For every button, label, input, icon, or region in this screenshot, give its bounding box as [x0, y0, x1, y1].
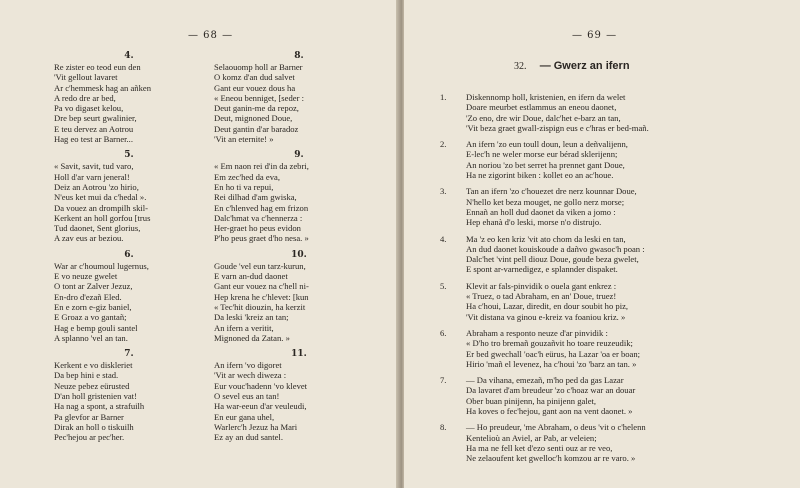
- verse-line: Pa vo digaset kelou,: [54, 103, 124, 114]
- verse-line: Diskennomp holl, kristenien, en ifern da welet: [466, 92, 626, 102]
- verse-line: 'Vit beza graet gwall-zispign eus e c'hras er bed-mañ.: [466, 122, 649, 133]
- stanza: [214, 249, 384, 343]
- verse-line: E spont ar-varnedigez, e splannder dispaket.: [466, 264, 618, 275]
- verse-line: — Ho preudeur, 'me Abraham, o deus 'vit o c'helenn: [466, 422, 646, 433]
- verse-line: Ha koves o fec'hejou, gant aon na vent daonet. »: [466, 406, 633, 417]
- verse-line: Neuze pebez eürusted: [54, 380, 130, 391]
- verse-line: E vo neuze gwelet: [54, 271, 118, 282]
- verse-line: A redo dre ar bed,: [54, 92, 116, 103]
- stanza: [54, 50, 204, 144]
- verse-line: Em zec'hed da eva,: [214, 171, 280, 182]
- verse-line: « Tec'hit diouzin, ha kerzit: [214, 301, 306, 312]
- song-number: 32.: [514, 61, 527, 72]
- verse-line: En e zorn e-giz baniel,: [54, 301, 132, 312]
- verse-number: 8.: [440, 422, 447, 433]
- verse-line: En c'hlenved hag em frizon: [214, 202, 309, 213]
- verse-line: 'Vit ar wech diweza :: [214, 370, 287, 381]
- verse: [440, 186, 790, 227]
- stanza-number: 4.: [124, 51, 134, 61]
- stanza-number: 6.: [124, 249, 134, 260]
- verse-line: Kerkent e vo diskleriet: [54, 360, 133, 371]
- verse-line: Er bed gwechall 'oac'h eürus, ha Lazar 'oa er boan;: [466, 348, 641, 359]
- verse-line: Ha ne zigorint biken : kollet eo an ac'houe.: [466, 170, 614, 181]
- page-number: — 68 —: [188, 30, 234, 41]
- stanza-number: 9.: [294, 150, 304, 161]
- verse-number: 2.: [440, 139, 447, 150]
- verse-line: Ma 'z eo ken kriz 'vit ato chom da leski en tan,: [466, 233, 626, 244]
- verse-line: Hep krena he c'hlevet: [kun: [214, 291, 309, 302]
- stanza: [54, 149, 204, 243]
- verse-number: 1.: [440, 92, 447, 102]
- stanza-number: 7.: [124, 349, 134, 360]
- verse-line: Hag eo test ar Barner...: [54, 134, 133, 145]
- verse-line: D'an holl gristenien vat!: [54, 391, 137, 402]
- verse-line: Hag e bemp gouli santel: [54, 322, 138, 333]
- verse-line: Pec'hejou ar pec'her.: [54, 432, 125, 443]
- verse-line: « Em naon rei d'in da zebri,: [214, 161, 309, 172]
- verse-line: N'eus ket mui da c'hedal ».: [54, 192, 147, 203]
- verse-line: E-lec'h ne weler morse eur bérad sklerijenn;: [466, 149, 618, 160]
- verse: [440, 422, 790, 463]
- verse: [440, 375, 790, 416]
- verse-line: Da leski 'kreiz an tan;: [214, 312, 289, 323]
- verse-line: Selaouomp holl ar Barner: [214, 62, 303, 72]
- verse-line: An ifern a veritit,: [214, 322, 274, 333]
- verse-line: An ifern 'vo digoret: [214, 360, 282, 371]
- verse-line: Deut ganin-me da repoz,: [214, 103, 299, 114]
- verse-list: [440, 92, 790, 470]
- verse-line: P'ho peus graet d'ho nesa. »: [214, 233, 309, 244]
- verse-line: O komz d'an dud salvet: [214, 72, 295, 83]
- verse-line: Ha nag a spont, a strafuilh: [54, 401, 145, 412]
- stanza-number: 8.: [294, 51, 304, 61]
- verse-line: Gant eur vouez na c'hell ni-: [214, 281, 309, 292]
- verse-line: Holl d'ar varn jeneral!: [54, 171, 130, 182]
- verse-line: Da bep hini e stad.: [54, 370, 119, 381]
- verse-line: Dalc'het 'vint pell diouz Doue, goude beza gwelet,: [466, 254, 639, 265]
- verse-line: A zav eus ar beziou.: [54, 233, 124, 244]
- verse-line: En eur gana uhel,: [214, 411, 275, 422]
- verse: [440, 139, 790, 180]
- verse-line: Ar c'hemmesk hag an añken: [54, 82, 151, 93]
- verse-line: Ha c'houi, Lazar, diredit, en dour soubit ho piz,: [466, 301, 629, 312]
- verse-line: Mignoned da Zatan. »: [214, 332, 290, 343]
- song-title-text: — Gwerz an ifern: [539, 60, 630, 72]
- verse-line: O sevel eus an tan!: [214, 391, 280, 402]
- verse-line: Pa glevfor ar Barner: [54, 411, 124, 422]
- verse-number: 6.: [440, 327, 447, 338]
- verse-lines: [466, 422, 790, 463]
- verse-line: 'Vit an eternite! »: [214, 134, 274, 145]
- verse-line: Dalc'hmat va c'hennerza :: [214, 212, 303, 223]
- verse-line: « D'ho tro bremañ gouzañvit ho toare reuzeudik;: [466, 338, 633, 349]
- verse-line: Ha war-eeun d'ar veuleudi,: [214, 401, 307, 412]
- verse-number: 5.: [440, 280, 447, 291]
- verse-line: An dud daonet kouiskoude a dañvo gwasoc'h poan :: [466, 243, 645, 254]
- stanza: [54, 348, 204, 442]
- verse-line: Abraham a responto neuze d'ar pinvidik :: [466, 327, 608, 338]
- verse-line: Doare meurbet estlammus an eneou daonet,: [466, 102, 617, 113]
- verse-lines: [466, 186, 790, 227]
- verse-line: Goude 'vel eun tarz-kurun,: [214, 260, 306, 271]
- verse: [440, 328, 790, 369]
- verse-line: Tan an ifern 'zo c'houezet dre nerz kounnar Doue,: [466, 186, 637, 197]
- verse-line: Rei dilhad d'am gwiska,: [214, 192, 297, 203]
- verse-line: « Eneou benniget, [seder :: [214, 92, 304, 103]
- verse-line: Deut, mignoned Doue,: [214, 113, 293, 124]
- verse-line: Da vouez an drompilh skil-: [54, 202, 149, 213]
- verse-line: Ennañ an holl dud daonet da viken a jomo :: [466, 206, 616, 217]
- song-title: [514, 60, 774, 72]
- verse-line: Ober buan pinijenn, ha pinijenn galet,: [466, 395, 597, 406]
- verse-line: 'Vit distana va ginou e-kreiz va foaniou kriz. »: [466, 311, 626, 322]
- verse-line: An noriou 'zo bet serret ha prennet gant Doue,: [466, 159, 625, 170]
- verse-line: E Groaz a vo gantañ;: [54, 312, 127, 323]
- verse-lines: [466, 234, 790, 275]
- verse-lines: [466, 328, 790, 369]
- verse-line: 'Zo eno, dre wir Doue, dalc'het e-barz an tan,: [466, 112, 621, 123]
- verse-line: Eur vouc'hadenn 'vo klevet: [214, 380, 308, 391]
- verse-line: Dre bep seurt gwalinier,: [54, 113, 137, 124]
- verse-lines: [466, 281, 790, 322]
- verse: [440, 281, 790, 322]
- stanza-number: 11.: [291, 349, 307, 360]
- stanza-number: 5.: [124, 150, 134, 161]
- verse-line: Re zister eo teod eun den: [54, 62, 141, 72]
- verse: [440, 92, 790, 133]
- left-column: [54, 50, 204, 448]
- stanza: [214, 149, 384, 243]
- verse-number: 4.: [440, 233, 447, 244]
- verse-line: Dirak an holl o tiskuilh: [54, 421, 134, 432]
- verse-line: N'hello ket beza mouget, ne gollo nerz morse;: [466, 196, 625, 207]
- verse-line: 'Vit gellout lavaret: [54, 72, 118, 83]
- stanza: [54, 249, 204, 343]
- right-page: [404, 0, 800, 488]
- verse-line: Deut gantin d'ar baradoz: [214, 123, 299, 134]
- verse-line: Ha ma ne fell ket d'ezo senti ouz ar re veo,: [466, 442, 613, 453]
- verse-line: War ar c'houmoul lugernus,: [54, 260, 149, 271]
- verse-line: E teu dervez an Aotrou: [54, 123, 134, 134]
- stanza-number: 10.: [291, 249, 307, 260]
- verse-line: En-dro d'ezañ Eled.: [54, 291, 122, 302]
- verse-line: Warlerc'h Jezuz ha Mari: [214, 421, 298, 432]
- verse-line: « Truez, o tad Abraham, en an' Doue, truez!: [466, 291, 617, 302]
- verse-line: Ez ay an dud santel.: [214, 432, 283, 443]
- verse-line: En ho ti va repui,: [214, 181, 274, 192]
- verse-lines: [466, 375, 790, 416]
- verse-line: Deiz an Aotrou 'zo hirio,: [54, 181, 139, 192]
- verse-line: An ifern 'zo eun toull doun, leun a deñvalijenn,: [466, 139, 628, 150]
- verse-line: Gant eur vouez dous ha: [214, 82, 296, 93]
- verse-line: Hep ehanà d'o leski, morse n'o distrujo.: [466, 217, 602, 228]
- verse: [440, 234, 790, 275]
- verse-lines: [466, 139, 790, 180]
- verse-line: O tont ar Zalver Jezuz,: [54, 281, 133, 292]
- verse-line: Hirio 'mañ el levenez, ha c'houi 'zo 'barz an tan. »: [466, 358, 637, 369]
- stanza: [214, 50, 384, 144]
- right-column: [214, 50, 384, 448]
- verse-line: Klevit ar fals-pinvidik o ouela gant enkrez :: [466, 280, 617, 291]
- stanza: [214, 348, 384, 442]
- verse-line: Tud daonet, Sent glorius,: [54, 223, 141, 234]
- verse-line: « Savit, savit, tud varo,: [54, 161, 134, 172]
- verse-line: E varn an-dud daonet: [214, 271, 288, 282]
- verse-number: 7.: [440, 375, 447, 386]
- verse-line: — Da vihana, emezañ, m'ho ped da gas Lazar: [466, 375, 624, 386]
- verse-line: Ne zelaoufent ket gwelloc'h komzou ar re varo. »: [466, 453, 636, 464]
- verse-number: 3.: [440, 186, 447, 197]
- verse-line: Kentelioù an Aviel, ar Pab, ar veleien;: [466, 432, 597, 443]
- verse-lines: [466, 92, 790, 133]
- verse-line: Da lavaret d'am breudeur 'zo c'hoaz war an douar: [466, 385, 636, 396]
- page-number: — 69 —: [572, 30, 618, 41]
- verse-line: Kerkent an holl gorfou [trus: [54, 212, 151, 223]
- verse-line: Her-graet ho peus evidon: [214, 223, 301, 234]
- verse-line: A splanno 'vel an tan.: [54, 332, 128, 343]
